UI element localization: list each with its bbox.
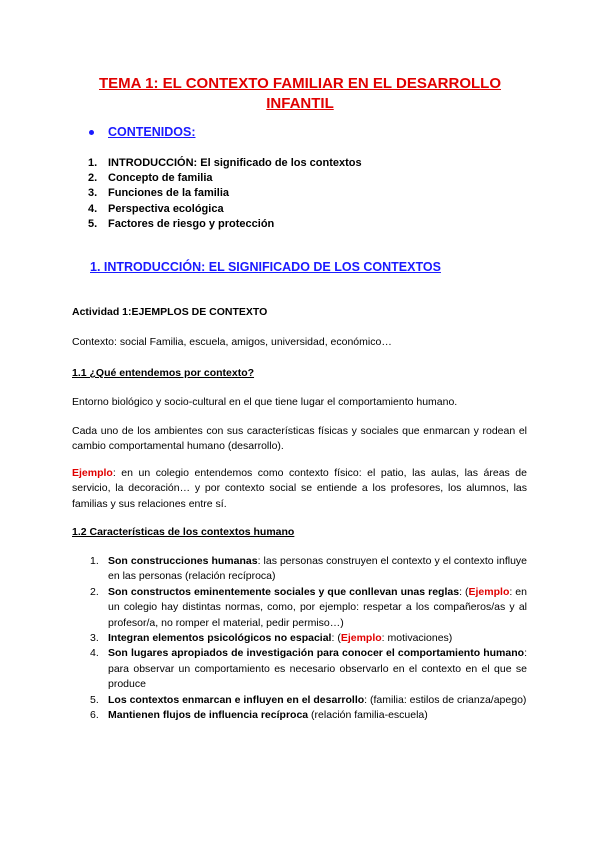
toc-item: [88, 217, 362, 232]
item-text: : para observar un comportamiento es necesario observarlo en el contexto en el que se produce: [108, 647, 527, 691]
ejemplo-text: : en un colegio entendemos como contexto físico: el patio, las aulas, las áreas de servicio, la decoración… y por contexto social se entiende a los profesores, los alumnos, las familias y sus relaciones entre sí.: [72, 467, 527, 510]
table-of-contents: [88, 156, 362, 232]
item-text: : las personas construyen el contexto y el contexto influye en las personas (relación recíproca): [108, 555, 527, 583]
item-bold: Mantienen flujos de influencia recíproca: [108, 709, 309, 722]
toc-item: [88, 186, 362, 201]
list-item: [90, 554, 527, 585]
bullet-icon: [89, 130, 94, 135]
item-number: 6.: [90, 709, 99, 722]
list-item: [90, 585, 527, 631]
toc-text: Funciones de la familia: [108, 187, 230, 200]
toc-text: Perspectiva ecológica: [108, 202, 224, 215]
toc-number: 3.: [88, 187, 98, 200]
contenidos-heading: [90, 125, 196, 139]
toc-number: 1.: [88, 157, 98, 169]
title-line-2: INFANTIL: [266, 95, 334, 112]
document-title: [60, 74, 540, 114]
toc-item: [88, 202, 362, 217]
list-item: [90, 631, 527, 646]
item-number: 1.: [90, 555, 99, 567]
item-bold: Integran elementos psicológicos no espacial: [108, 632, 332, 645]
item-number: 4.: [90, 647, 99, 660]
item-text: : (familia: estilos de crianza/apego): [364, 693, 527, 706]
item-ejemplo: Ejemplo: [340, 632, 382, 645]
toc-text: Concepto de familia: [108, 172, 213, 185]
item-number: 5.: [90, 693, 99, 706]
toc-number: 2.: [88, 172, 98, 185]
list-item: [90, 693, 527, 708]
item-text-post: : motivaciones): [381, 632, 453, 645]
item-bold: Son lugares apropiados de investigación para conocer el comportamiento humano: [108, 647, 525, 660]
toc-number: 5.: [88, 217, 98, 230]
subsection-1-2-heading: 1.2 Características de los contextos humano: [72, 526, 295, 538]
section-1-heading: 1. INTRODUCCIÓN: EL SIGNIFICADO DE LOS CONTEXTOS: [90, 260, 441, 274]
subsection-1-1-heading: 1.1 ¿Qué entendemos por contexto?: [72, 367, 255, 379]
item-ejemplo: Ejemplo: [468, 585, 510, 598]
entorno-paragraph: Entorno biológico y socio-cultural en el que tiene lugar el comportamiento humano.: [72, 396, 458, 408]
characteristics-list: [90, 554, 527, 723]
item-text: (relación familia-escuela): [308, 709, 428, 722]
contexto-line: Contexto: social Familia, escuela, amigos, universidad, económico…: [72, 336, 392, 348]
toc-item: [88, 171, 362, 186]
toc-text: Factores de riesgo y protección: [108, 217, 275, 230]
item-number: 3.: [90, 632, 99, 645]
item-bold: Los contextos enmarcan e influyen en el desarrollo: [108, 693, 365, 706]
item-text: : (: [459, 585, 469, 598]
toc-text: INTRODUCCIÓN: El significado de los contextos: [108, 157, 362, 169]
cada-paragraph: Cada uno de los ambientes con sus características físicas y sociales que enmarcan y rodean el cambio comportamental humano (desarrollo).: [72, 425, 527, 453]
item-text-post: : en un colegio hay distintas normas, como, por ejemplo: respetar a los compañeros/as y al profesor/a, no romper el material, pedir permiso…): [108, 585, 527, 629]
item-text: : (: [331, 632, 341, 645]
list-item: [90, 646, 527, 692]
ejemplo-label: Ejemplo: [72, 467, 113, 479]
contenidos-label: CONTENIDOS:: [108, 125, 196, 139]
item-bold: Son construcciones humanas: [108, 555, 258, 567]
actividad-heading: Actividad 1:EJEMPLOS DE CONTEXTO: [72, 306, 268, 318]
item-number: 2.: [90, 585, 99, 598]
item-bold: Son constructos eminentemente sociales y que conllevan unas reglas: [108, 585, 460, 598]
toc-item: [88, 156, 362, 171]
title-line-1: TEMA 1: EL CONTEXTO FAMILIAR EN EL DESARROLLO: [99, 75, 501, 92]
list-item: [90, 708, 527, 723]
toc-number: 4.: [88, 202, 98, 215]
ejemplo-paragraph: [72, 466, 527, 512]
